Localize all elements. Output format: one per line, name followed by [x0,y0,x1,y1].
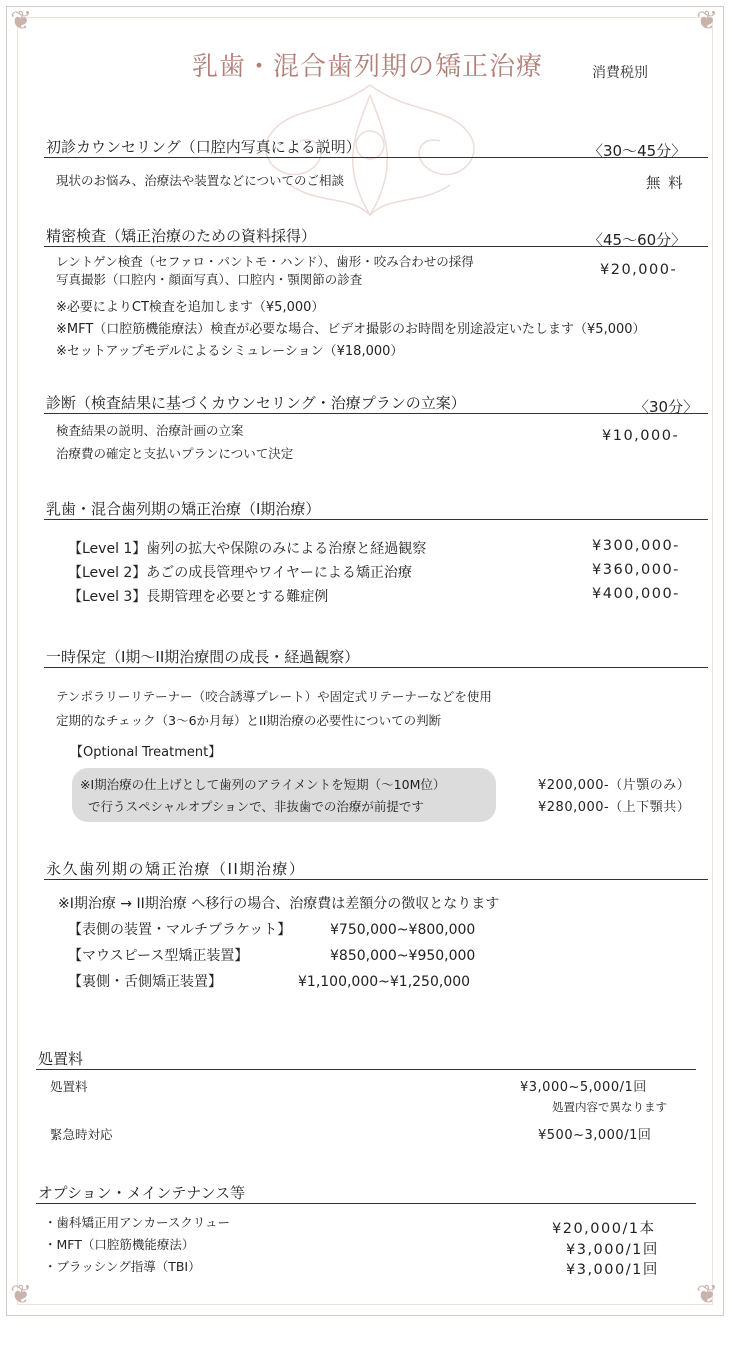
treatment-fee-price: ¥3,000~5,000/1回 [520,1080,647,1095]
page-title: 乳歯・混合歯列期の矯正治療 [192,52,544,82]
optional-treatment-price: ¥280,000-（上下顎共） [538,800,691,815]
treatment-fee-sub: 処置内容で異なります [552,1100,667,1114]
section-divider [44,879,708,880]
options-heading: オプション・メインテナンス等 [38,1184,246,1202]
consultation-price: 無 料 [646,176,685,192]
treatment-fee-price: ¥500~3,000/1回 [538,1128,652,1143]
phase2-item-price: ¥1,100,000~¥1,250,000 [298,974,471,990]
treatment-fee-item: 処置料 [50,1079,88,1094]
optional-treatment-price: ¥200,000-（片顎のみ） [538,778,691,793]
section-divider [44,246,708,247]
consultation-description: 現状のお悩み、治療法や装置などについてのご相談 [56,173,345,188]
diagnosis-price: ¥10,000- [602,428,680,444]
phase2-note: ※I期治療 → II期治療 へ移行の場合、治療費は差額分の徴収となります [58,896,500,912]
option-item: ・ブラッシング指導（TBI） [44,1259,201,1274]
consultation-duration: 〈30〜45分〉 [588,142,687,160]
section-divider [44,667,708,668]
phase2-item: 【マウスピース型矯正装置】 [68,948,249,964]
corner-ornament-icon: ❦ [696,6,718,36]
section-divider [44,519,708,520]
examination-note: ※MFT（口腔筋機能療法）検査が必要な場合、ビデオ撮影のお時間を別途設定いたします（¥5,000） [56,322,646,337]
optional-treatment-line: ※I期治療の仕上げとして歯列のアライメントを短期（〜10M位） [80,777,446,792]
diagnosis-line: 治療費の確定と支払いプランについて決定 [56,446,294,461]
tax-note: 消費税別 [592,65,648,81]
phase2-item: 【表側の装置・マルチブラケット】 [68,922,292,938]
corner-ornament-icon: ❦ [696,1280,718,1310]
retention-line: 定期的なチェック（3〜6か月毎）とII期治療の必要性についての判断 [56,713,442,728]
examination-duration: 〈45〜60分〉 [588,231,687,249]
phase1-level: 【Level 3】長期管理を必要とする難症例 [68,589,329,605]
examination-heading: 精密検査（矯正治療のための資料採得） [46,227,317,245]
option-price: ¥20,000/1本 [552,1221,656,1237]
phase2-heading: 永久歯列期の矯正治療（II期治療） [46,860,306,878]
corner-ornament-icon: ❦ [10,1280,32,1310]
consultation-heading: 初診カウンセリング（口腔内写真による説明） [46,138,361,156]
section-divider [44,413,708,414]
phase1-heading: 乳歯・混合歯列期の矯正治療（I期治療） [46,500,321,518]
corner-ornament-icon: ❦ [10,6,32,36]
phase1-level-price: ¥400,000- [592,586,680,602]
examination-note: ※必要によりCT検査を追加します（¥5,000） [56,300,325,315]
section-divider [44,157,708,158]
retention-heading: 一時保定（I期〜II期治療間の成長・経過観察） [46,648,360,666]
phase1-level-price: ¥360,000- [592,562,680,578]
diagnosis-line: 検査結果の説明、治療計画の立案 [56,423,244,438]
treatment-fee-heading: 処置料 [38,1050,84,1068]
optional-treatment-title: 【Optional Treatment】 [70,745,222,760]
treatment-fee-item: 緊急時対応 [50,1127,113,1142]
phase1-level: 【Level 2】あごの成長管理やワイヤーによる矯正治療 [68,565,412,581]
phase2-item-price: ¥850,000~¥950,000 [330,948,476,964]
option-item: ・MFT（口腔筋機能療法） [44,1237,195,1252]
option-item: ・歯科矯正用アンカースクリュー [44,1215,231,1230]
phase1-level-price: ¥300,000- [592,538,680,554]
section-divider [36,1203,696,1204]
examination-line: レントゲン検査（セファロ・パントモ・ハンド）、歯形・咬み合わせの採得 [56,254,474,269]
phase2-item: 【裏側・舌側矯正装置】 [68,974,222,990]
examination-line: 写真撮影（口腔内・顔面写真）、口腔内・顎関節の診査 [56,272,363,287]
diagnosis-heading: 診断（検査結果に基づくカウンセリング・治療プランの立案） [46,394,466,412]
phase1-level: 【Level 1】歯列の拡大や保隙のみによる治療と経過観察 [68,541,427,557]
diagnosis-duration: 〈30分〉 [634,398,699,416]
option-price: ¥3,000/1回 [566,1262,659,1278]
option-price: ¥3,000/1回 [566,1242,659,1258]
phase2-item-price: ¥750,000~¥800,000 [330,922,476,938]
retention-line: テンポラリーリテーナー（咬合誘導プレート）や固定式リテーナーなどを使用 [56,689,492,704]
examination-note: ※セットアップモデルによるシミュレーション（¥18,000） [56,344,404,359]
examination-price: ¥20,000- [600,262,678,278]
section-divider [36,1069,696,1070]
optional-treatment-line: で行うスペシャルオプションで、非抜歯での治療が前提です [88,799,424,814]
